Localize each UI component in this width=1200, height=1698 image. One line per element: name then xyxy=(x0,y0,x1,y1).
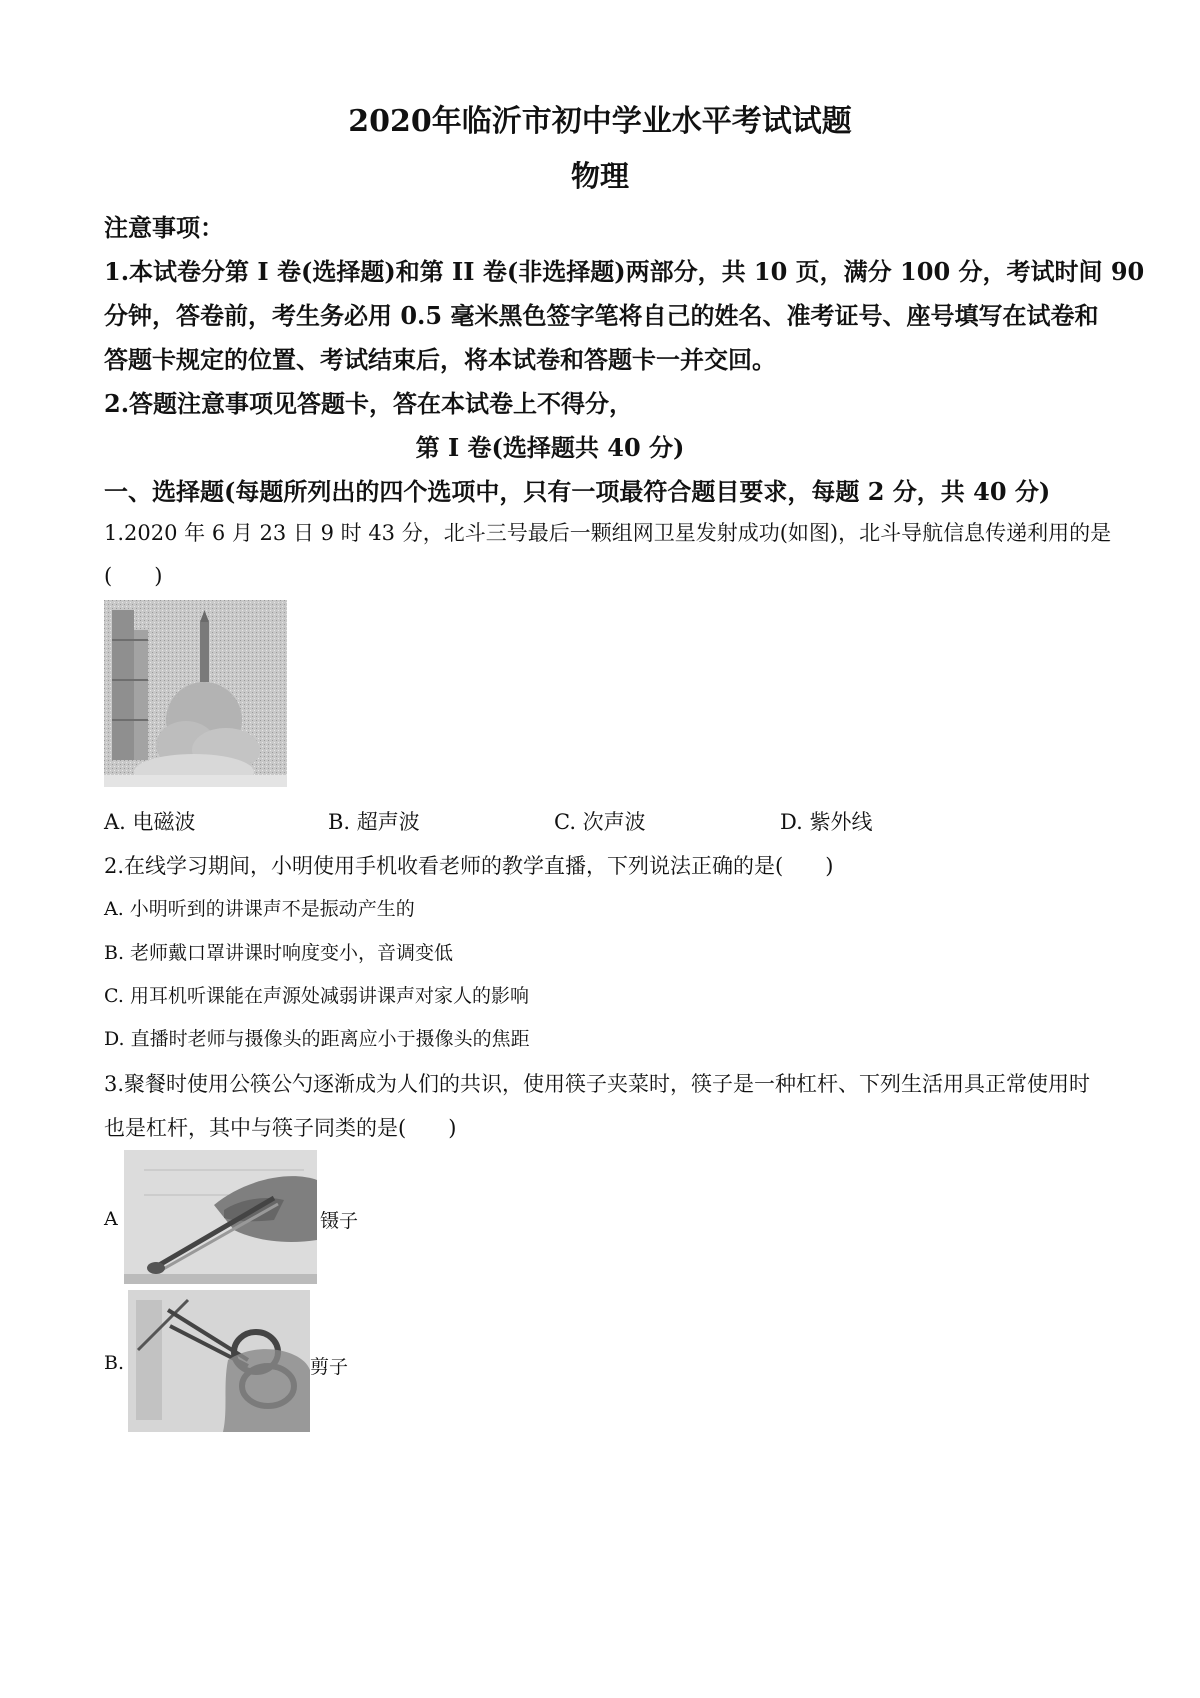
q3-option-a-letter: A xyxy=(104,1208,118,1230)
q1-option-d: D. 紫外线 xyxy=(780,810,873,834)
q2-option-b: B. 老师戴口罩讲课时响度变小，音调变低 xyxy=(104,942,454,964)
part1-title: 第 I 卷(选择题共 40 分) xyxy=(415,433,685,462)
q3-option-a-label: 镊子 xyxy=(320,1210,359,1232)
notes-item2: 2.答题注意事项见答题卡，答在本试卷上不得分， xyxy=(104,389,634,418)
tweezers-photo xyxy=(124,1150,317,1284)
notes-item1-line1: 1.本试卷分第 I 卷(选择题)和第 II 卷(非选择题)两部分，共 10 页，满分 100 分，考试时间 90 xyxy=(104,257,1145,286)
section-heading: 一、选择题(每题所列出的四个选项中，只有一项最符合题目要求，每题 2 分，共 40 分) xyxy=(104,477,1051,506)
q1-option-a: A. 电磁波 xyxy=(104,810,196,834)
q1-stem-line2: ( ) xyxy=(104,564,163,588)
subject-title: 物理 xyxy=(570,159,629,193)
notes-heading: 注意事项： xyxy=(104,213,224,242)
notes-item1-line3: 答题卡规定的位置、考试结束后，将本试卷和答题卡一并交回。 xyxy=(104,345,776,374)
q2-stem: 2.在线学习期间，小明使用手机收看老师的教学直播，下列说法正确的是( ) xyxy=(104,854,834,878)
q1-option-b: B. 超声波 xyxy=(328,810,420,834)
q1-stem-line1: 1.2020 年 6 月 23 日 9 时 43 分，北斗三号最后一颗组网卫星发射成功(如图)，北斗导航信息传递利用的是 xyxy=(104,521,1112,545)
q2-option-d: D. 直播时老师与摄像头的距离应小于摄像头的焦距 xyxy=(104,1028,530,1050)
q3-option-b-label: 剪子 xyxy=(310,1356,349,1378)
rocket-launch-photo xyxy=(104,600,287,787)
q3-option-b-letter: B. xyxy=(104,1352,125,1374)
notes-item1-line2: 分钟，答卷前，考生务必用 0.5 毫米黑色签字笔将自己的姓名、准考证号、座号填写在试卷和 xyxy=(104,301,1099,330)
q3-stem-line2: 也是杠杆，其中与筷子同类的是( ) xyxy=(104,1116,457,1140)
q1-option-c: C. 次声波 xyxy=(554,810,646,834)
q2-option-a: A. 小明听到的讲课声不是振动产生的 xyxy=(104,898,415,920)
q3-stem-line1: 3.聚餐时使用公筷公勺逐渐成为人们的共识，使用筷子夹菜时，筷子是一种杠杆、下列生活用具正常使用时 xyxy=(104,1072,1091,1096)
exam-title: 2020年临沂市初中学业水平考试试题 xyxy=(348,104,852,139)
q2-option-c: C. 用耳机听课能在声源处减弱讲课声对家人的影响 xyxy=(104,985,529,1007)
scissors-photo xyxy=(128,1290,310,1432)
